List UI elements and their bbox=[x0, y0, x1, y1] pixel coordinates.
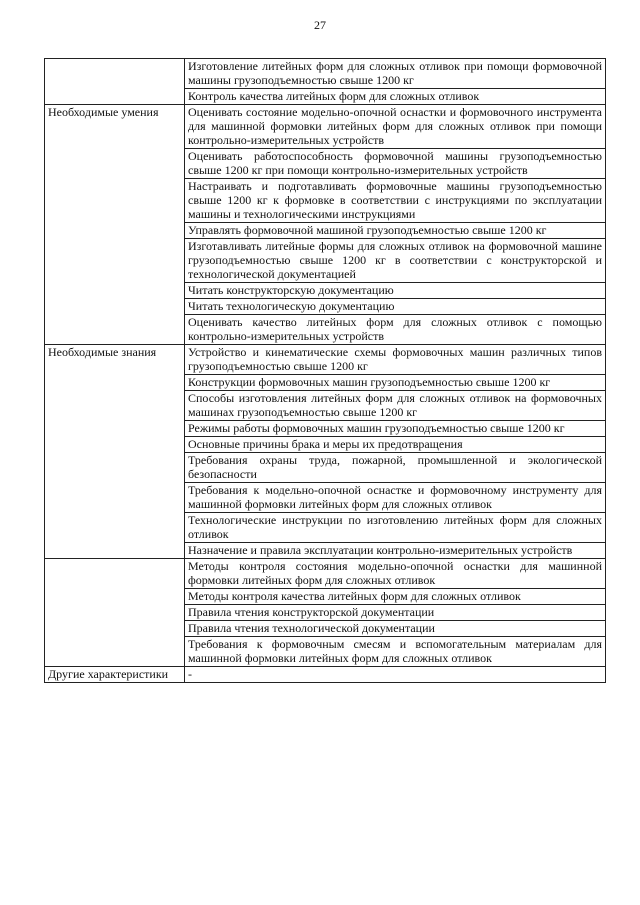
skill-item: Настраивать и подготавливать формовочные машины грузоподъемностью свыше 1200 кг к формовке в соответствии с инструкциями по эксплуатации машины и технологическими инструкциями bbox=[185, 179, 606, 223]
other-characteristics-value: - bbox=[185, 667, 606, 683]
table-row bbox=[45, 559, 606, 589]
knowledge-item: Устройство и кинематические схемы формовочных машин различных типов грузоподъемностью свыше 1200 кг bbox=[185, 345, 606, 375]
knowledge-item: Назначение и правила эксплуатации контрольно-измерительных устройств bbox=[185, 543, 606, 559]
skill-item: Читать конструкторскую документацию bbox=[185, 283, 606, 299]
skill-item: Изготавливать литейные формы для сложных отливок на формовочной машине грузоподъемностью свыше 1200 кг в соответствии с конструкторской и технологической документацией bbox=[185, 239, 606, 283]
table-row bbox=[45, 345, 606, 375]
section-label-other: Другие характеристики bbox=[45, 667, 185, 683]
section-label-knowledge: Необходимые знания bbox=[45, 345, 185, 559]
section-label-knowledge-continued bbox=[45, 559, 185, 667]
knowledge-item: Методы контроля качества литейных форм для сложных отливок bbox=[185, 589, 606, 605]
knowledge-item: Методы контроля состояния модельно-опочной оснастки для машинной формовки литейных форм для сложных отливок bbox=[185, 559, 606, 589]
table-row bbox=[45, 667, 606, 683]
skill-item: Управлять формовочной машиной грузоподъемностью свыше 1200 кг bbox=[185, 223, 606, 239]
knowledge-item: Технологические инструкции по изготовлению литейных форм для сложных отливок bbox=[185, 513, 606, 543]
labor-action-item: Изготовление литейных форм для сложных отливок при помощи формовочной машины грузоподъемностью свыше 1200 кг bbox=[185, 59, 606, 89]
skill-item: Читать технологическую документацию bbox=[185, 299, 606, 315]
knowledge-item: Требования к модельно-опочной оснастке и формовочному инструменту для машинной формовки литейных форм для сложных отливок bbox=[185, 483, 606, 513]
knowledge-item: Правила чтения конструкторской документации bbox=[185, 605, 606, 621]
competency-table bbox=[44, 58, 606, 683]
skill-item: Оценивать работоспособность формовочной машины грузоподъемностью свыше 1200 кг при помощи контрольно-измерительных устройств bbox=[185, 149, 606, 179]
knowledge-item: Правила чтения технологической документации bbox=[185, 621, 606, 637]
knowledge-item: Конструкции формовочных машин грузоподъемностью свыше 1200 кг bbox=[185, 375, 606, 391]
knowledge-item: Требования охраны труда, пожарной, промышленной и экологической безопасности bbox=[185, 453, 606, 483]
labor-action-item: Контроль качества литейных форм для сложных отливок bbox=[185, 89, 606, 105]
skill-item: Оценивать состояние модельно-опочной оснастки и формовочного инструмента для машинной формовки литейных форм для сложных отливок при помощи контрольно-измерительных устройств bbox=[185, 105, 606, 149]
section-label-continued bbox=[45, 59, 185, 105]
knowledge-item: Режимы работы формовочных машин грузоподъемностью свыше 1200 кг bbox=[185, 421, 606, 437]
skill-item: Оценивать качество литейных форм для сложных отливок с помощью контрольно-измерительных устройств bbox=[185, 315, 606, 345]
knowledge-item: Способы изготовления литейных форм для сложных отливок на формовочных машинах грузоподъемностью свыше 1200 кг bbox=[185, 391, 606, 421]
knowledge-item: Требования к формовочным смесям и вспомогательным материалам для машинной формовки литейных форм для сложных отливок bbox=[185, 637, 606, 667]
table-row bbox=[45, 105, 606, 149]
table-row bbox=[45, 59, 606, 89]
knowledge-item: Основные причины брака и меры их предотвращения bbox=[185, 437, 606, 453]
page-number: 27 bbox=[314, 18, 326, 32]
section-label-skills: Необходимые умения bbox=[45, 105, 185, 345]
